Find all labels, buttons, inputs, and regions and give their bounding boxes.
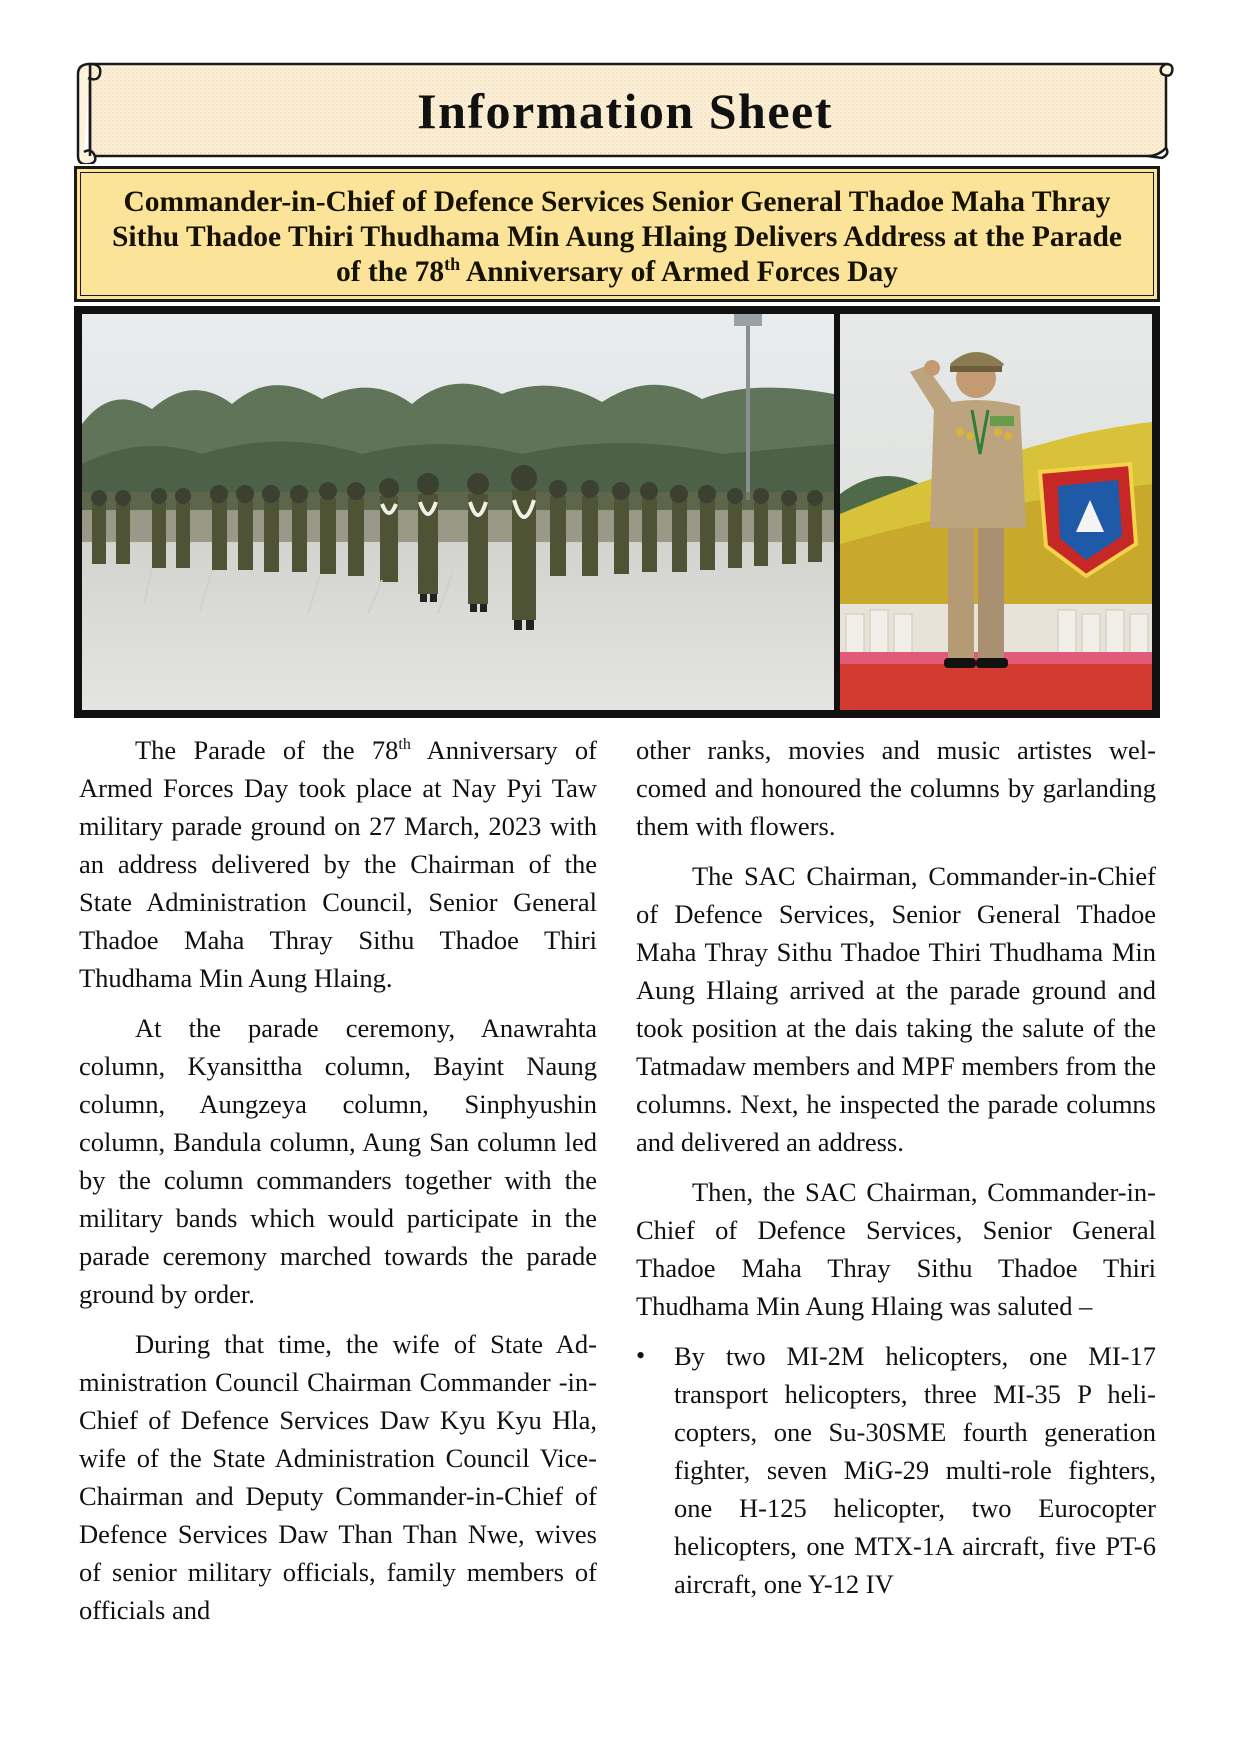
headline-line-3: [87, 255, 1147, 290]
headline-line-3-start: of the 78: [336, 256, 445, 288]
headline-box: [74, 166, 1160, 302]
bullet-icon: •: [636, 1341, 646, 1370]
senior-general-salute-photo: [840, 314, 1152, 710]
paragraph-2: At the parade ceremony, Anawrahta column, Kyansittha column, Bayint Naung column, Aungzeya column, Sinphyushin column, Bandula column, Aung San column led by the column commanders together with the military bands which would participate in the parade ceremony marched towards the parade ground by order.: [79, 1013, 597, 1309]
paragraph-1-rest: Anniversary of Armed Forces Day took place at Nay Pyi Taw military parade ground on 27 March, 2023 with an address delivered by the Chairman of the State Administration Council, Senior General Thadoe Maha Thray Sithu Thadoe Thiri Thudhama Min Aung Hlaing.: [79, 735, 597, 993]
page-title: Information Sheet: [417, 83, 833, 139]
paragraph-5: The SAC Chairman, Commander-in-Chief of Defence Services, Senior General Thadoe Maha Thray Sithu Thadoe Thiri Thudhama Min Aung Hlaing arrived at the parade ground and took position at the dais taking the salute of the Tatmadaw members and MPF members from the columns. Next, he inspected the parade columns and delivered an address.: [636, 861, 1156, 1157]
bullet-item: [636, 1337, 1156, 1603]
headline-line-1: Commander-in-Chief of Defence Services Senior General Thadoe Maha Thray: [123, 186, 1111, 218]
article-left-column: [79, 731, 597, 1641]
parade-columns-photo: [82, 314, 834, 710]
bullet-item-text: By two MI-2M helicopters, one MI-17 transport helicopters, three MI-35 P helicopters, one Su-30SME fourth generation fighter, seven MiG-29 multi-role fighters, one H-125 helicopter, two Eurocopter helicopters, one MTX-1A aircraft, five PT-6 aircraft, one Y-12 IV: [674, 1341, 1156, 1599]
headline-ordinal-suffix: th: [444, 254, 461, 275]
headline-line-2: Sithu Thadoe Thiri Thudhama Min Aung Hlaing Delivers Address at the Parade: [111, 221, 1123, 253]
parade-photo-illustration: [82, 314, 834, 710]
paragraph-1: [79, 731, 597, 997]
paragraph-3: During that time, the wife of State Administration Council Chairman Commander -in-Chief of Defence Services Daw Kyu Kyu Hla, wife of the State Administration Council Vice-Chairman and Deputy Commander-in-Chief of Defence Services Daw Than Than Nwe, wives of senior military officials, family members of officials and: [79, 1329, 597, 1625]
ordinal-suffix: th: [398, 736, 411, 754]
headline-line-3-end: Anniversary of Armed Forces Day: [460, 256, 898, 288]
title-banner: [76, 60, 1174, 164]
salute-photo-illustration: [840, 314, 1152, 710]
paragraph-6: Then, the SAC Chairman, Commander-in-Chief of Defence Services, Senior General Thadoe Maha Thray Sithu Thadoe Thiri Thudhama Min Aung Hlaing was saluted –: [636, 1177, 1156, 1321]
paragraph-4: other ranks, movies and music artistes welcomed and honoured the columns by garlanding them with flowers.: [636, 735, 1156, 841]
paragraph-1-start: The Parade of the 78: [135, 735, 399, 765]
article-right-column: [636, 731, 1156, 1615]
photo-panel: [74, 306, 1160, 718]
